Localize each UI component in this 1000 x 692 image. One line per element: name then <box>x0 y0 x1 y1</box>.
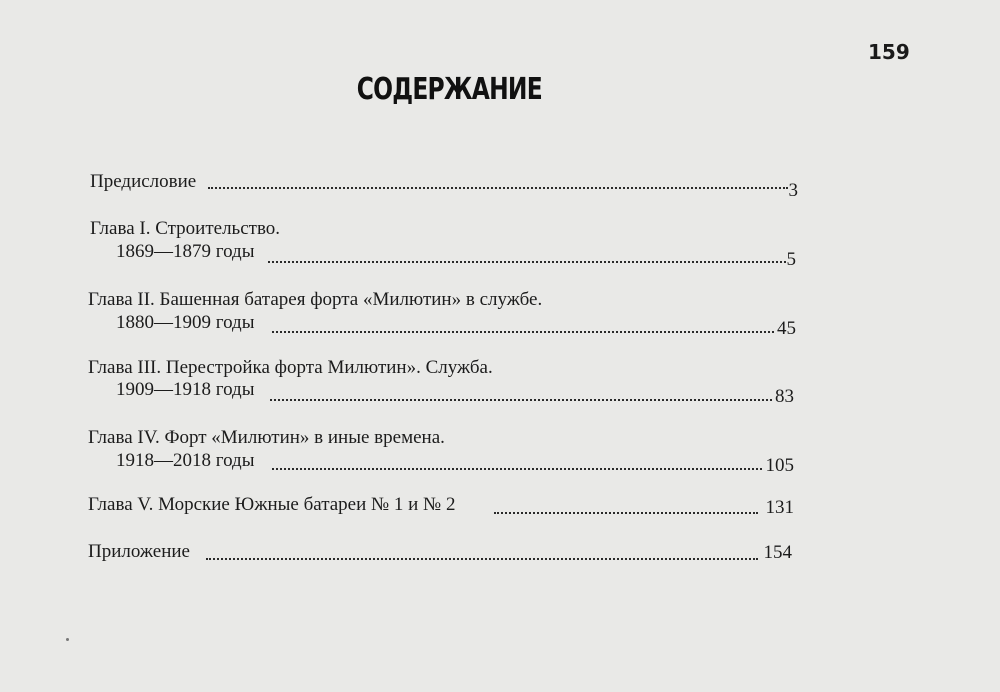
dot-leader <box>272 468 762 470</box>
toc-entry-subtitle: 1869—1879 годы <box>116 241 255 262</box>
toc-entry-subtitle: 1880—1909 годы <box>116 312 255 333</box>
dot-leader <box>208 187 788 189</box>
page-number: 159 <box>868 40 910 64</box>
toc-entry-page: 3 <box>788 180 798 201</box>
dot-leader <box>272 331 774 333</box>
toc-entry-title: Глава I. Строительство. <box>90 218 281 239</box>
toc-entry-title: Предисловие <box>90 171 197 192</box>
toc-entry-page: 105 <box>765 455 794 476</box>
toc-entry-title: Приложение <box>88 541 190 562</box>
paper-speck <box>66 638 69 641</box>
toc-entry-subtitle: 1918—2018 годы <box>116 450 255 471</box>
toc-entry-page: 131 <box>765 497 794 518</box>
toc-entry-page: 83 <box>775 386 794 407</box>
toc-entry-title: Глава IV. Форт «Милютин» в иные времена. <box>88 427 445 448</box>
dot-leader <box>270 399 772 401</box>
toc-entry-page: 45 <box>777 318 796 339</box>
toc-entry-subtitle: 1909—1918 годы <box>116 379 255 400</box>
toc-entry-page: 5 <box>786 249 796 270</box>
toc-entry-title: Глава III. Перестройка форта Милютин». Служба. <box>88 357 493 378</box>
dot-leader <box>206 558 758 560</box>
dot-leader <box>268 261 786 263</box>
toc-entry-title: Глава II. Башенная батарея форта «Милютин» в службе. <box>88 289 543 310</box>
page-title: СОДЕРЖАНИЕ <box>356 72 542 107</box>
toc-entry-title: Глава V. Морские Южные батареи № 1 и № 2 <box>88 494 456 515</box>
toc-entry-page: 154 <box>763 542 792 563</box>
dot-leader <box>494 512 758 514</box>
